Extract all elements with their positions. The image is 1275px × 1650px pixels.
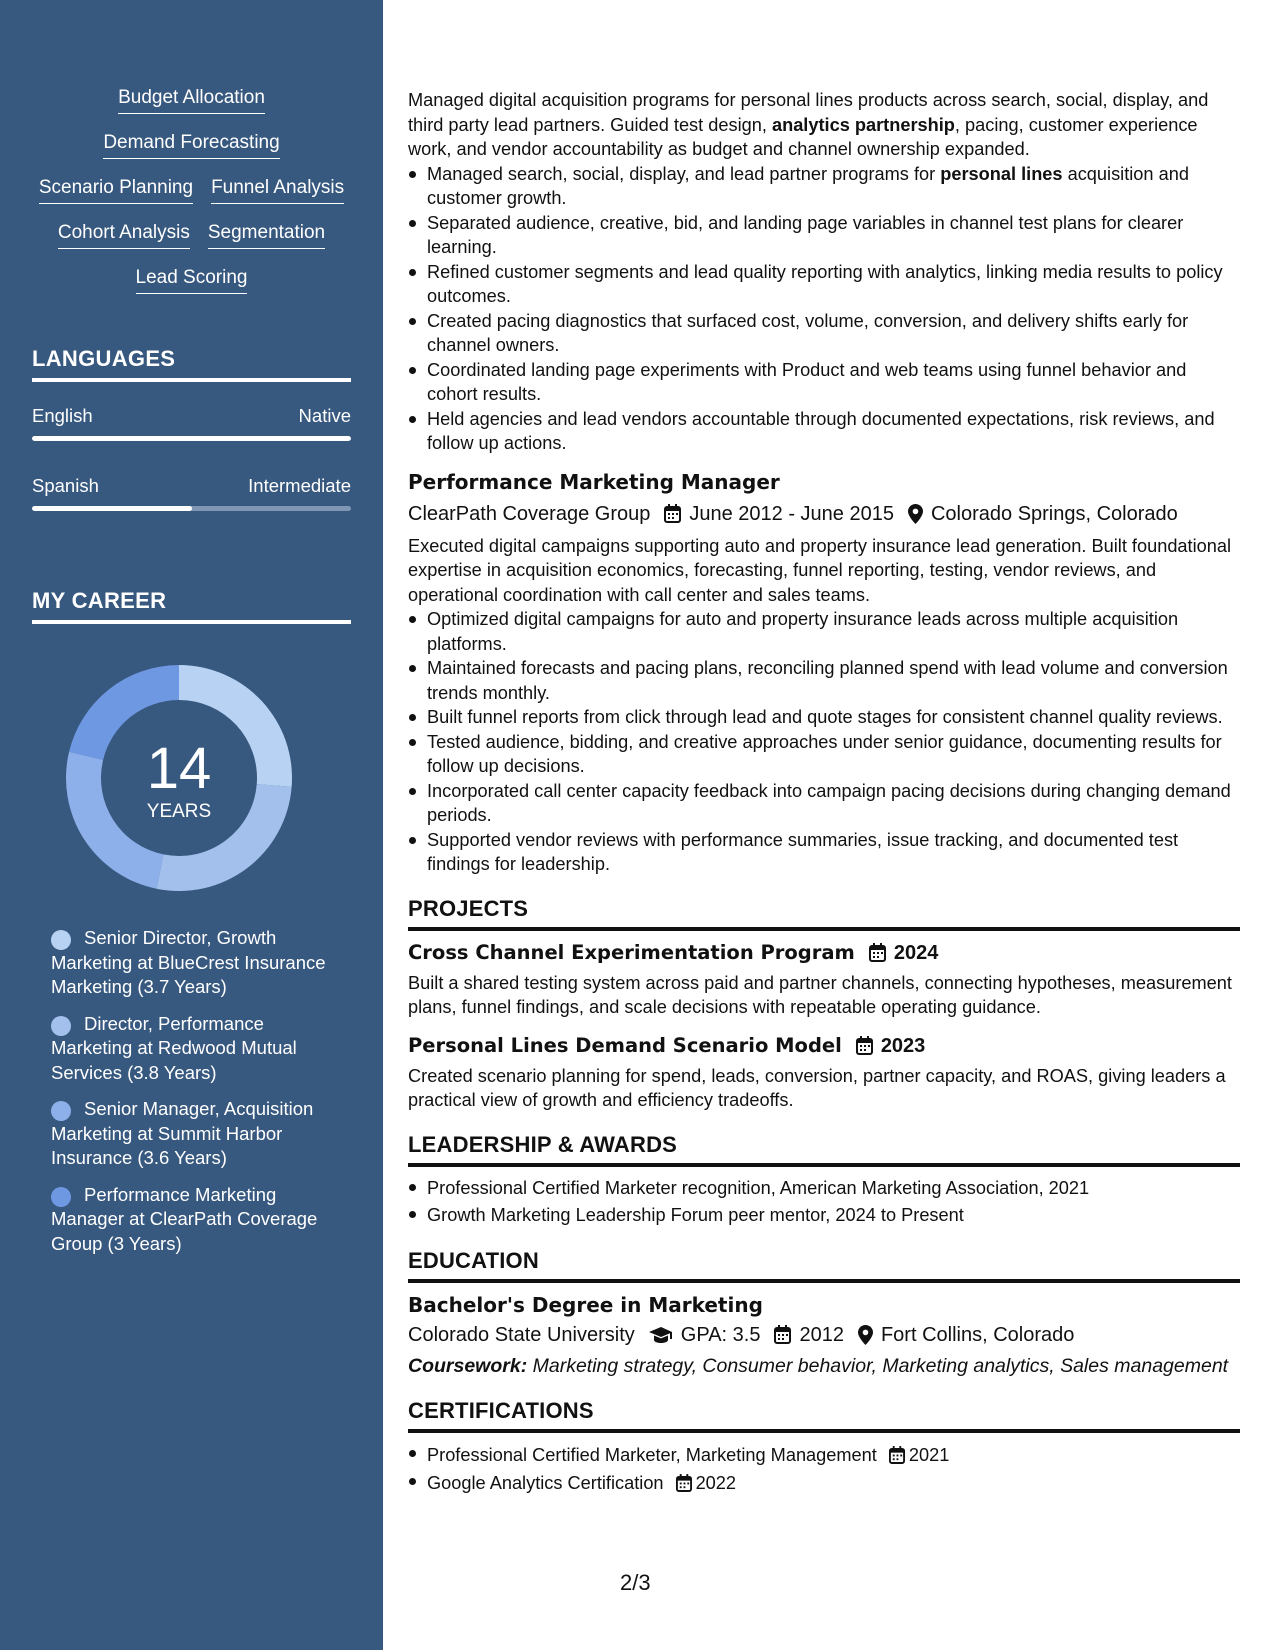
language-spanish	[32, 475, 351, 511]
skill-tag: Demand Forecasting	[103, 131, 279, 159]
bullet-item: Supported vendor reviews with performance summaries, issue tracking, and documented test findings for leadership.	[408, 828, 1240, 877]
project-year: 2024	[893, 941, 939, 964]
bullet-item: Growth Marketing Leadership Forum peer mentor, 2024 to Present	[408, 1202, 1240, 1229]
language-name: English	[32, 405, 93, 426]
bullet-item: Created pacing diagnostics that surfaced cost, volume, conversion, and delivery shifts early for channel owners.	[408, 309, 1240, 358]
bullet-item: Refined customer segments and lead quality reporting with analytics, linking media results to policy outcomes.	[408, 260, 1240, 309]
sidebar	[0, 0, 383, 1650]
bullet-item: Held agencies and lead vendors accountable through documented expectations, risk reviews, and follow up actions.	[408, 407, 1240, 456]
career-item	[51, 1183, 341, 1257]
project-description: Built a shared testing system across paid and partner channels, connecting hypotheses, measurement plans, funnel findings, and scale decisions with repeatable operating guidance.	[408, 972, 1232, 1017]
career-dot	[51, 1101, 71, 1121]
career-item	[51, 926, 341, 1000]
location-pin-icon	[858, 1325, 873, 1345]
skill-row	[0, 221, 383, 266]
skill-row	[0, 86, 383, 131]
job-company: ClearPath Coverage Group	[408, 502, 651, 525]
bullet-item	[408, 1469, 1240, 1497]
calendar-icon	[869, 943, 886, 962]
job-meta	[408, 500, 1240, 528]
calendar-icon	[664, 504, 681, 523]
bullet-item: Professional Certified Marketer recognition, American Marketing Association, 2021	[408, 1175, 1240, 1202]
graduation-year: 2012	[799, 1323, 844, 1346]
calendar-icon	[889, 1446, 905, 1464]
skill-tag: Budget Allocation	[118, 86, 265, 114]
bullet-item: Optimized digital campaigns for auto and property insurance leads across multiple acquisition platforms.	[408, 607, 1240, 656]
career-dot	[51, 1016, 71, 1036]
graduation-cap-icon	[649, 1326, 673, 1344]
career-item-text: Performance Marketing Manager at ClearPath Coverage Group (3 Years)	[51, 1183, 318, 1254]
school-location: Fort Collins, Colorado	[880, 1323, 1075, 1346]
language-bar	[32, 506, 351, 511]
career-list	[51, 926, 341, 1268]
leadership-heading: LEADERSHIP & AWARDS	[408, 1131, 1240, 1167]
language-bar	[32, 436, 351, 441]
job-summary: Executed digital campaigns supporting auto and property insurance lead generation. Built foundational expertise in acquisition economics, forecasting, funnel reporting, testing, vendor reviews, and operational coordination with call center and sales teams.	[408, 535, 1232, 605]
leadership-list	[408, 1175, 1240, 1229]
skill-tag: Lead Scoring	[136, 266, 248, 294]
career-item	[51, 1097, 341, 1171]
career-heading: MY CAREER	[32, 588, 351, 624]
job-bullets	[408, 607, 1240, 877]
language-bar-fill	[32, 436, 351, 441]
language-level: Native	[298, 405, 351, 426]
bullet-item: Coordinated landing page experiments with Product and web teams using funnel behavior and cohort results.	[408, 358, 1240, 407]
bullet-item: Tested audience, bidding, and creative approaches under senior guidance, documenting results for follow up decisions.	[408, 730, 1240, 779]
education-heading: EDUCATION	[408, 1247, 1240, 1283]
cert-year: 2021	[908, 1444, 950, 1465]
calendar-icon	[856, 1036, 873, 1055]
language-name: Spanish	[32, 475, 99, 496]
school-name: Colorado State University	[408, 1323, 635, 1346]
bullet-item: Managed search, social, display, and lead partner programs for personal lines acquisition and customer growth.	[408, 162, 1240, 211]
coursework-label: Coursework:	[408, 1354, 528, 1377]
skill-tag: Segmentation	[208, 221, 325, 249]
education-meta	[408, 1321, 1240, 1349]
project-description: Created scenario planning for spend, leads, conversion, partner capacity, and ROAS, giving leaders a practical view of growth and efficiency tradeoffs.	[408, 1065, 1226, 1110]
projects-heading: PROJECTS	[408, 895, 1240, 931]
project-year: 2023	[880, 1034, 926, 1057]
job-dates: June 2012 - June 2015	[689, 502, 894, 525]
skill-row	[0, 266, 383, 311]
intro-bullets	[408, 162, 1240, 456]
career-dot	[51, 930, 71, 950]
gpa: GPA: 3.5	[680, 1323, 761, 1346]
languages-heading: LANGUAGES	[32, 346, 351, 382]
cert-name: Professional Certified Marketer, Marketing Management	[427, 1444, 877, 1465]
job-title: Performance Marketing Manager	[408, 469, 780, 494]
project-name: Cross Channel Experimentation Program	[408, 940, 855, 964]
project-name: Personal Lines Demand Scenario Model	[408, 1033, 842, 1057]
coursework	[408, 1354, 1240, 1379]
calendar-icon	[676, 1474, 692, 1492]
degree-title: Bachelor's Degree in Marketing	[408, 1292, 763, 1317]
job-location: Colorado Springs, Colorado	[930, 502, 1178, 525]
career-total-years: 14	[146, 736, 212, 801]
bullet-item	[408, 1441, 1240, 1469]
location-pin-icon	[908, 504, 923, 524]
calendar-icon	[774, 1325, 791, 1344]
page-number: 2/3	[620, 1570, 651, 1595]
skill-row	[0, 176, 383, 221]
cert-year: 2022	[695, 1472, 737, 1493]
coursework-text: Marketing strategy, Consumer behavior, Marketing analytics, Sales management	[527, 1354, 1229, 1377]
intro-paragraph: Managed digital acquisition programs for personal lines products across search, social, display, and third party lead partners. Guided test design, analytics partnership, pacing, customer experience work, and vendor accountability as budget and channel ownership expanded.	[408, 90, 1209, 159]
certifications-heading: CERTIFICATIONS	[408, 1397, 1240, 1433]
career-item-text: Director, Performance Marketing at Redwood Mutual Services (3.8 Years)	[51, 1012, 297, 1083]
project-title	[408, 939, 1240, 967]
career-years-label: YEARS	[146, 801, 212, 822]
bullet-item: Incorporated call center capacity feedback into campaign pacing decisions during changing demand periods.	[408, 779, 1240, 828]
skills-list	[0, 86, 383, 311]
project-title	[408, 1032, 1240, 1060]
skill-tag: Scenario Planning	[39, 176, 193, 204]
language-bar-fill	[32, 506, 192, 511]
main-content	[408, 88, 1240, 1497]
skill-tag: Funnel Analysis	[211, 176, 344, 204]
language-english	[32, 405, 351, 441]
skill-row	[0, 131, 383, 176]
language-level: Intermediate	[248, 475, 351, 496]
career-item-text: Senior Director, Growth Marketing at BlueCrest Insurance Marketing (3.7 Years)	[51, 927, 326, 997]
bullet-item: Maintained forecasts and pacing plans, reconciling planned spend with lead volume and conversion trends monthly.	[408, 656, 1240, 705]
skill-tag: Cohort Analysis	[58, 221, 190, 249]
cert-name: Google Analytics Certification	[427, 1472, 664, 1493]
bullet-item: Separated audience, creative, bid, and landing page variables in channel test plans for clearer learning.	[408, 211, 1240, 260]
career-item-text: Senior Manager, Acquisition Marketing at Summit Harbor Insurance (3.6 Years)	[51, 1098, 314, 1168]
career-item	[51, 1012, 341, 1086]
career-donut-chart	[66, 665, 292, 891]
certifications-list	[408, 1441, 1240, 1497]
bullet-item: Built funnel reports from click through lead and quote stages for consistent channel quality reviews.	[408, 705, 1240, 730]
career-dot	[51, 1187, 71, 1207]
